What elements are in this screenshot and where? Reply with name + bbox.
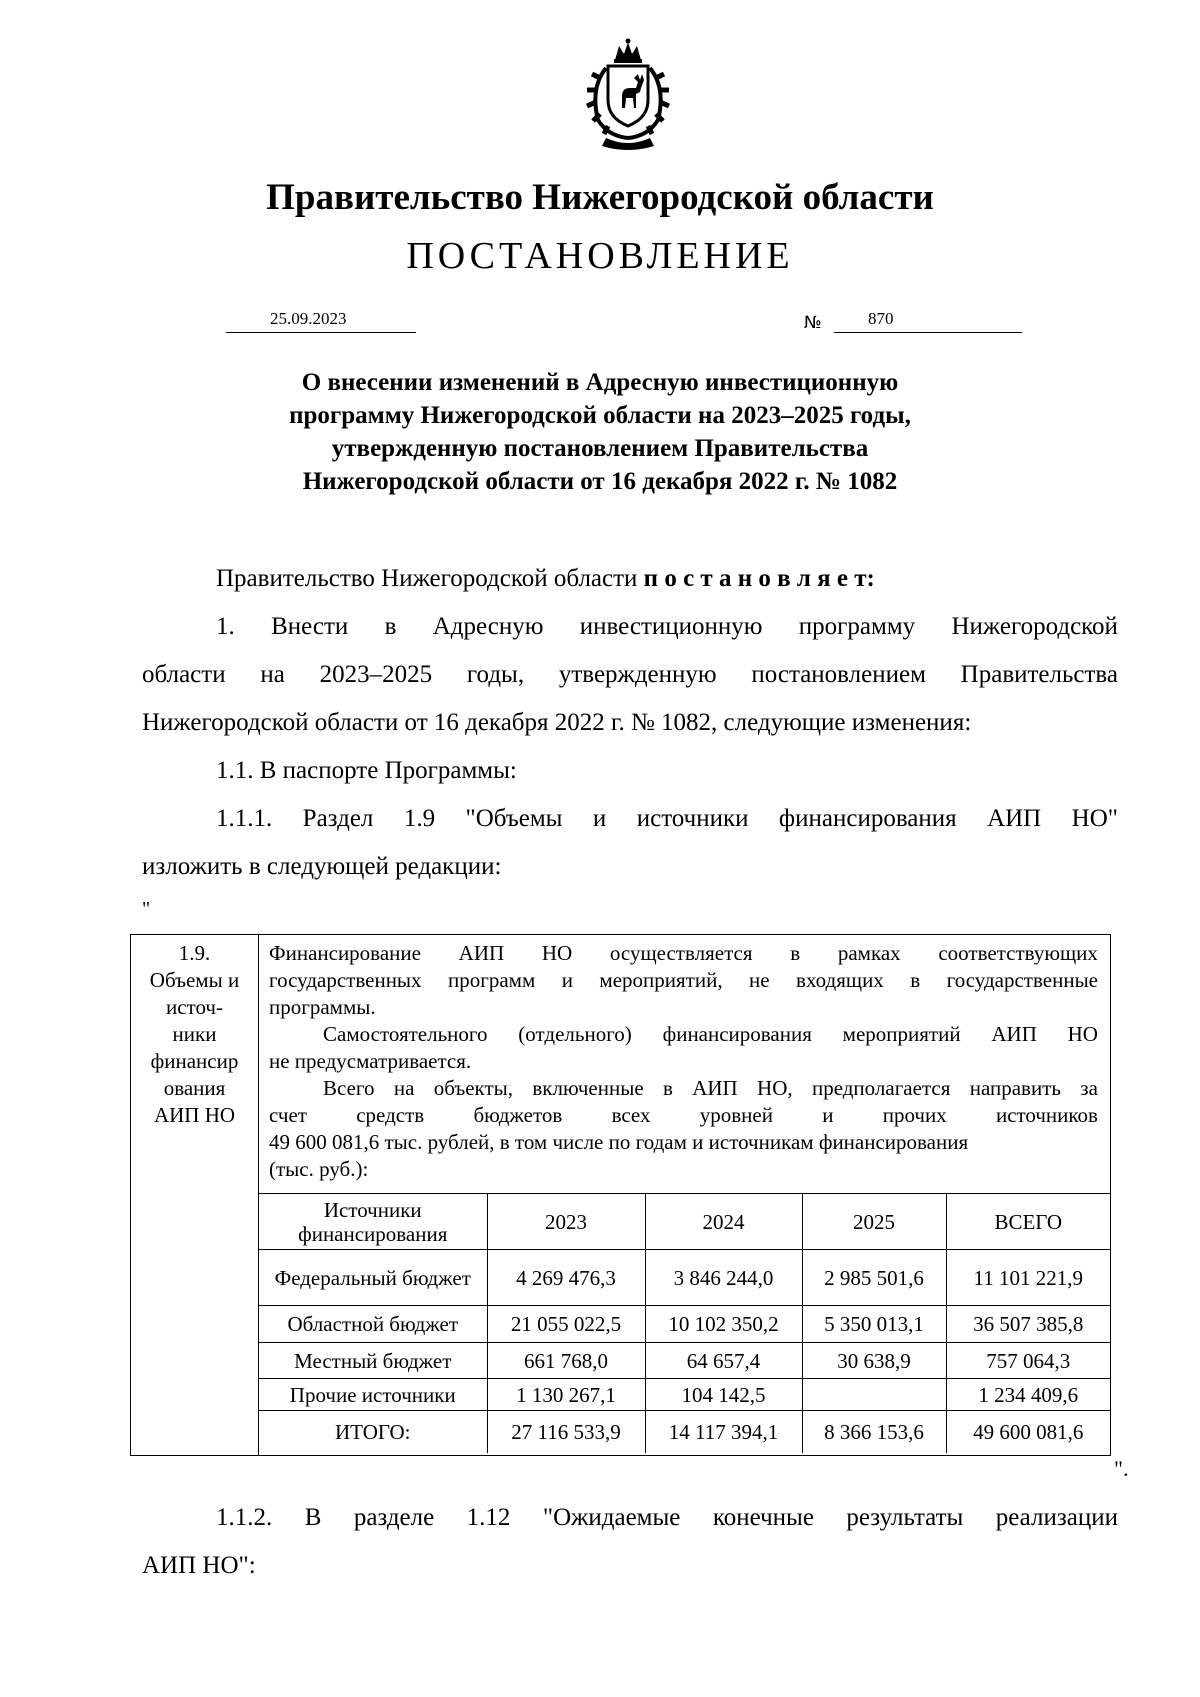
closing-quote: ". (1114, 1456, 1129, 1481)
word: 1.1.1. (216, 805, 273, 832)
word: 1. (216, 613, 235, 640)
passport-section-table (130, 934, 1111, 1456)
word: АИП (991, 1022, 1037, 1046)
header-sources: Источники финансирования (259, 1194, 487, 1250)
word: 1.1.2. (216, 1504, 273, 1531)
word: не (749, 968, 770, 992)
table-header-row (259, 1194, 1110, 1250)
word: и (561, 968, 573, 992)
word: уровней (699, 1103, 773, 1127)
word: финансирования (778, 805, 957, 832)
table-cell: 49 600 081,6 (946, 1411, 1110, 1453)
word: В (304, 1504, 322, 1531)
header-2023: 2023 (487, 1194, 645, 1250)
table-cell: 757 064,3 (946, 1343, 1110, 1379)
word: программ (448, 968, 536, 992)
word: Правительства (960, 661, 1118, 688)
table-cell: 3 846 244,0 (645, 1250, 802, 1306)
number-sign: № (804, 313, 822, 333)
word: Нижегородской (951, 613, 1118, 640)
section-label-line: АИП НО (153, 1103, 236, 1127)
word: в (790, 941, 801, 965)
word: государственные (946, 968, 1098, 992)
header-2025: 2025 (802, 1194, 946, 1250)
content-line (269, 967, 1098, 994)
word: источников (995, 1103, 1098, 1127)
word: Всего (323, 1076, 375, 1100)
table-cell: 30 638,9 (802, 1343, 946, 1379)
word: результаты (846, 1504, 964, 1531)
word: в (910, 968, 921, 992)
government-title: Правительство Нижегородской области (266, 177, 934, 218)
word: АИП (987, 805, 1042, 832)
word: бюджетов (473, 1103, 563, 1127)
word: источники (636, 805, 749, 832)
word: на (393, 1076, 415, 1100)
word: осуществляется (609, 941, 753, 965)
table-cell: Федеральный бюджет (259, 1250, 487, 1306)
table-cell: 5 350 013,1 (802, 1306, 946, 1343)
document-number: 870 (868, 309, 894, 328)
content-line: 49 600 081,6 тыс. рублей, в том числе по годам и источникам финансирования (269, 1130, 969, 1154)
word: разделе (353, 1504, 435, 1531)
word: и (822, 1103, 834, 1127)
table-cell: 4 269 476,3 (487, 1250, 645, 1306)
table-cell: 1 130 267,1 (487, 1379, 645, 1411)
word: 2023–2025 (319, 661, 433, 688)
word: Самостоятельного (323, 1022, 488, 1046)
number-underline (834, 305, 1022, 333)
section-label-line: ования (163, 1076, 226, 1100)
table-row (259, 1306, 1110, 1343)
word: НО (1067, 1022, 1098, 1046)
word: всех (611, 1103, 651, 1127)
table-row (259, 1379, 1110, 1411)
word: АИП (458, 941, 505, 965)
word: мероприятий (842, 1022, 961, 1046)
financing-table (259, 1193, 1110, 1453)
paragraph-1-1: 1.1. В паспорте Программы: (216, 757, 517, 784)
word: Финансирование (269, 941, 421, 965)
word: 1.12 (466, 1504, 511, 1531)
word: финансирования (662, 1022, 812, 1046)
decree-intro (216, 565, 875, 593)
table-cell: 8 366 153,6 (802, 1411, 946, 1453)
table-cell: 21 055 022,5 (487, 1306, 645, 1343)
word: объекты, (433, 1076, 514, 1100)
paragraph-1-line-3: Нижегородской области от 16 декабря 2022 г. № 1082, следующие изменения: (142, 709, 972, 736)
word: "Объемы (465, 805, 563, 832)
paragraph-1-1-1-line-2: изложить в следующей редакции: (142, 853, 502, 880)
table-cell: 27 116 533,9 (487, 1411, 645, 1453)
word: области (142, 661, 226, 688)
word: "Ожидаемые (542, 1504, 681, 1531)
section-label-line: источ- (166, 995, 223, 1019)
table-cell: 2 985 501,6 (802, 1250, 946, 1306)
coat-of-arms-emblem (578, 38, 678, 150)
document-subject (150, 366, 1050, 498)
spread-text (142, 661, 1118, 689)
table-cell: 10 102 350,2 (645, 1306, 802, 1343)
table-cell: Областной бюджет (259, 1306, 487, 1343)
paragraph-1-1-1-line-1 (216, 805, 1118, 833)
header-2024: 2024 (645, 1194, 802, 1250)
table-cell: 64 657,4 (645, 1343, 802, 1379)
section-content-cell (259, 935, 1110, 1455)
word: конечные (712, 1504, 814, 1531)
table-cell: 1 234 409,6 (946, 1379, 1110, 1411)
content-line: (тыс. руб.): (269, 1157, 369, 1181)
content-line: программы. (269, 995, 376, 1019)
paragraph-1-1-2-line-1 (216, 1504, 1118, 1532)
decree-intro-text: Правительство Нижегородской области (216, 565, 638, 592)
word: в (384, 613, 397, 640)
word: средств (356, 1103, 425, 1127)
table-cell: 661 768,0 (487, 1343, 645, 1379)
word: Раздел (302, 805, 374, 832)
word: НО, (757, 1076, 793, 1100)
word: в (662, 1076, 673, 1100)
table-row (259, 1250, 1110, 1306)
opening-quote: " (142, 898, 151, 920)
word: НО (541, 941, 573, 965)
paragraph-1-line-1 (216, 613, 1118, 641)
word: предполагается (811, 1076, 951, 1100)
spread-text (216, 613, 1118, 641)
table-cell: 11 101 221,9 (946, 1250, 1110, 1306)
paragraph-1-1-2-line-2: АИП НО": (142, 1552, 256, 1579)
table-cell (802, 1379, 946, 1411)
table-cell: Прочие источники (259, 1379, 487, 1411)
section-label-cell (131, 935, 259, 1455)
word: счет (269, 1103, 307, 1127)
table-row (259, 1343, 1110, 1379)
section-label-line: 1.9. (178, 941, 211, 965)
table-cell: ИТОГО: (259, 1411, 487, 1453)
section-label-line: Объемы и (149, 968, 240, 992)
word: АИП (692, 1076, 738, 1100)
word: реализации (995, 1504, 1118, 1531)
word: прочих (882, 1103, 947, 1127)
table-cell: 14 117 394,1 (645, 1411, 802, 1453)
word: включенные (532, 1076, 644, 1100)
word: входящих (796, 968, 884, 992)
table-cell: 104 142,5 (645, 1379, 802, 1411)
word: мероприятий, (599, 968, 723, 992)
table-row-total (259, 1411, 1110, 1453)
word: программу (798, 613, 916, 640)
word: (отдельного) (518, 1022, 632, 1046)
word: Адресную (432, 613, 544, 640)
document-date: 25.09.2023 (270, 309, 347, 328)
word: НО" (1071, 805, 1118, 832)
word: за (1080, 1076, 1098, 1100)
word: утвержденную (558, 661, 717, 688)
section-label-line: ники (172, 1022, 217, 1046)
paragraph-1-line-2 (142, 661, 1118, 689)
word: на (260, 661, 285, 688)
content-line (323, 1075, 1098, 1102)
table-cell: 36 507 385,8 (946, 1306, 1110, 1343)
subject-line: О внесении изменений в Адресную инвестиционную (301, 369, 899, 396)
subject-line: Нижегородской области от 16 декабря 2022 г. № 1082 (302, 468, 898, 495)
decree-word: п о с т а н о в л я е т: (643, 565, 875, 592)
word: инвестиционную (579, 613, 763, 640)
word: соответствующих (938, 941, 1098, 965)
content-line (269, 940, 1098, 967)
spread-text (216, 805, 1118, 833)
content-line (323, 1021, 1098, 1048)
subject-line: программу Нижегородской области на 2023–2025 годы, (289, 402, 911, 429)
word: рамках (837, 941, 901, 965)
section-label-line: финансир (150, 1049, 239, 1073)
document-type: ПОСТАНОВЛЕНИЕ (406, 235, 794, 277)
word: постановлением (751, 661, 926, 688)
word: Внести (271, 613, 349, 640)
spread-text (216, 1504, 1118, 1532)
word: годы, (466, 661, 525, 688)
word: государственных (269, 968, 422, 992)
word: и (592, 805, 607, 832)
header-total: ВСЕГО (946, 1194, 1110, 1250)
content-line: не предусматривается. (269, 1049, 472, 1073)
word: 1.9 (403, 805, 436, 832)
content-line (269, 1102, 1098, 1129)
table-cell: Местный бюджет (259, 1343, 487, 1379)
word: направить (969, 1076, 1061, 1100)
subject-line: утвержденную постановлением Правительства (331, 435, 869, 462)
